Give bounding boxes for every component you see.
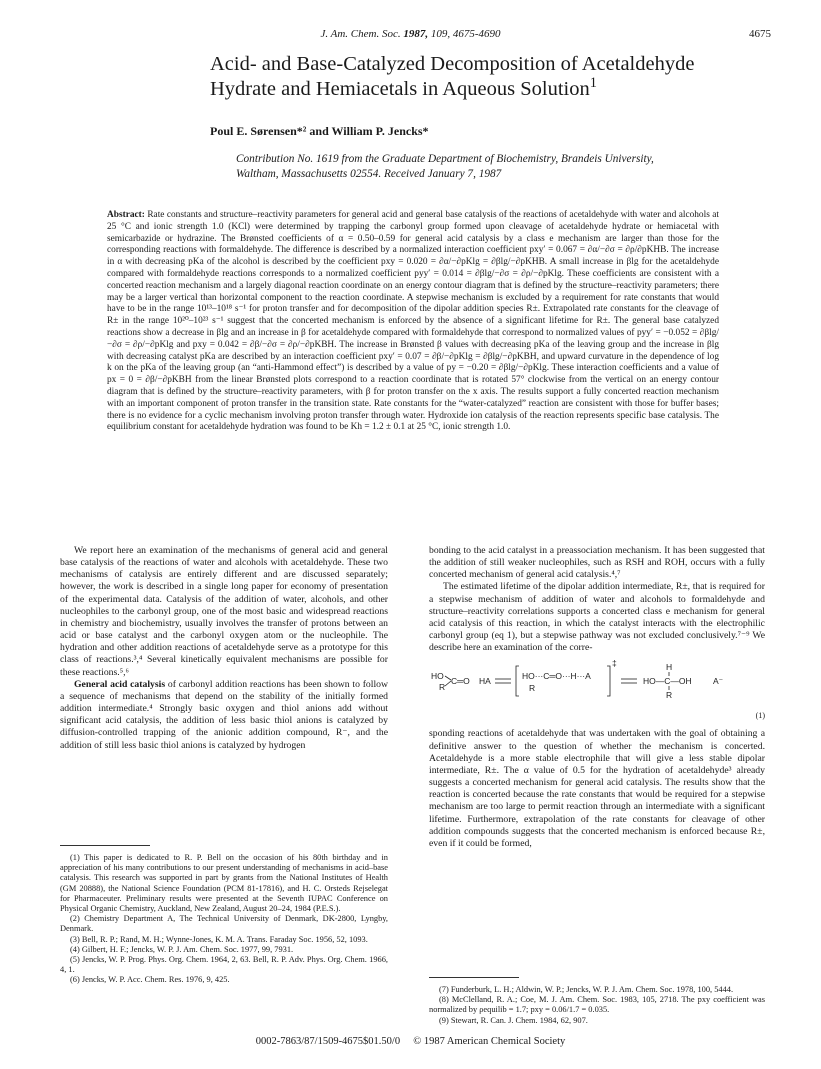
footnote: (9) Stewart, R. Can. J. Chem. 1984, 62, 907. <box>439 1015 588 1025</box>
copyright: © 1987 American Chemical Society <box>413 1036 566 1047</box>
footnote: (2) Chemistry Department A, The Technical University of Denmark, DK-2800, Lyngby, Denmark. <box>60 914 388 934</box>
title-line-2: Hydrate and Hemiacetals in Aqueous Solution <box>210 78 590 100</box>
body-paragraph: bonding to the acid catalyst in a preassociation mechanism. It has been suggested that the addition of still weaker nucleophiles, such as RSH and ROH, occurs with a fully concerted mechanism of general acid catalysis.⁴,⁷ <box>429 545 765 581</box>
scheme-acid: HA <box>479 676 491 687</box>
scheme-dagger: ‡ <box>612 658 617 669</box>
journal-year: 1987, <box>403 28 429 40</box>
body-paragraph: The estimated lifetime of the dipolar addition intermediate, R±, that is required for a stepwise mechanism of addition of water and alcohols to formaldehyde and structure–reactivity correlations supports a concerted class e mechanism for general acid catalysis of this reaction, in which the catalyst interacts with the electrophilic carbonyl group (eq 1), but a stepwise pathway was not excluded conclusively.⁷⁻⁹ We describe here an examination of the corre- <box>429 581 765 654</box>
footnote: (1) This paper is dedicated to R. P. Bell on the occasion of his 80th birthday and in appreciation of his many contributions to our present understanding of mechanisms in acid–base catalysis. This research was supported in part by grants from the National Institutes of Health (GM 20888), the National Science Foundation (PCM 81-17816), and H. C. Orsteds Rejselegat for Pharmaceuter. Preliminary results were presented at the Seventh IUPAC Conference on Physical Organic Chemistry, Auckland, New Zealand, August 20–24, 1984 (P.E.S.). <box>60 853 388 914</box>
body-column-left <box>60 545 388 752</box>
footnote: (6) Jencks, W. P. Acc. Chem. Res. 1976, 9, 425. <box>70 975 230 985</box>
scheme-r: R <box>439 682 446 693</box>
affiliation-line-1: Contribution No. 1619 from the Graduate Department of Biochemistry, Brandeis University, <box>236 153 654 165</box>
footnotes-right <box>429 985 765 1026</box>
article-title <box>210 52 770 102</box>
journal-volume-pages: 109, 4675-4690 <box>430 28 501 40</box>
footnote: (3) Bell, R. P.; Rand, M. H.; Wynne-Jones, K. M. A. Trans. Faraday Soc. 1956, 52, 1093. <box>70 934 368 944</box>
title-line-1: Acid- and Base-Catalyzed Decomposition of Acetaldehyde <box>210 53 695 75</box>
reaction-scheme <box>429 658 765 724</box>
scheme-product-r: R <box>666 690 673 701</box>
page-footer <box>0 1036 821 1047</box>
page-number: 4675 <box>749 28 771 40</box>
affiliation-line-2: Waltham, Massachusetts 02554. Received January 7, 1987 <box>236 168 502 180</box>
body-paragraph-text: of carbonyl addition reactions has been shown to follow a sequence of mechanisms that depend on the stability of the initially formed addition intermediate.⁴ Strongly basic oxygen and thiol anions add without significant acid catalysis, the addition of less basic thiol anions is catalyzed by diffusion-controlled trapping of the anionic addition compound, R⁻, and the addition of still less basic thiol anions is catalyzed by hydrogen <box>60 678 388 751</box>
abstract-label: Abstract: <box>107 210 145 220</box>
footnote: (5) Jencks, W. P. Prog. Phys. Org. Chem. 1964, 2, 63. Bell, R. P. Adv. Phys. Org. Chem. 1966, 4, 1. <box>60 955 388 975</box>
abstract <box>107 210 719 434</box>
scheme-ho: HO <box>431 671 444 682</box>
scheme-carbonyl: C═O <box>451 676 470 687</box>
scheme-ts-r: R <box>529 683 536 694</box>
journal-name: J. Am. Chem. Soc. <box>320 28 401 40</box>
scheme-product: HO—C—OH <box>643 676 692 687</box>
body-paragraph: sponding reactions of acetaldehyde that was undertaken with the goal of obtaining a definitive answer to the question of whether the mechanism is concerted. Acetaldehyde is a more stable electrophile that will give a less stable dipolar intermediate, R±. The α value of 0.5 for the hydration of acetaldehyde³ already suggests a concerted mechanism for general acid catalysis. The results show that the reaction is concerted because the rate constants that would be required for a stepwise mechanism are too large to permit reaction through an intermediate with a significant lifetime. Furthermore, extrapolation of the rate constants for cleavage of other addition compounds suggests that the concerted mechanism is enforced because R±, even if it could be formed, <box>429 728 765 849</box>
footnotes-left <box>60 853 388 986</box>
footnote: (8) McClelland, R. A.; Coe, M. J. Am. Chem. Soc. 1983, 105, 2718. The pxy coefficient was normalized by ρequilib = 1.7; pxy = 0.06/1.7 = 0.035. <box>429 995 765 1015</box>
reaction-scheme-drawing <box>429 658 765 724</box>
affiliation <box>236 152 781 182</box>
scheme-product-h: H <box>666 662 673 673</box>
scheme-transition-state: HO···C═O···H···A <box>522 671 591 682</box>
title-footnote-marker: 1 <box>589 75 597 92</box>
footnote-rule-right <box>429 977 519 978</box>
run-in-heading: General acid catalysis <box>74 678 166 690</box>
body-paragraph: We report here an examination of the mechanisms of general acid and general base catalysis of the reactions of water and alcohols with acetaldehyde. These two mechanisms of catalysis are entirely different and are discussed separately; however, the work is described in a single long paper for economy of presentation of the experimental data. Catalysis of the addition of water, alcohols, and other nucleophiles to the carbonyl group, one of the most basic and widespread reactions in chemistry and biochemistry, usually involves the transfer of protons between an acid or base catalyst and the carbonyl oxygen atom or the nucleophile. The hydration and other addition reactions of acetaldehyde serve as a prototype for this class of reactions.³,⁴ Several kinetically equivalent mechanisms are possible for these reactions.⁵,⁶ <box>60 545 388 678</box>
body-paragraph <box>60 679 388 752</box>
scheme-base: A⁻ <box>713 676 724 687</box>
footnote-rule-left <box>60 845 150 846</box>
author-list: Poul E. Sørensen*² and William P. Jencks* <box>210 124 429 138</box>
footnote: (7) Funderburk, L. H.; Aldwin, W. P.; Jencks, W. P. J. Am. Chem. Soc. 1978, 100, 5444. <box>439 985 734 994</box>
equation-number: (1) <box>755 711 765 721</box>
article-code: 0002-7863/87/1509-4675$01.50/0 <box>255 1036 401 1047</box>
footnote: (4) Gilbert, H. F.; Jencks, W. P. J. Am. Chem. Soc. 1977, 99, 7931. <box>70 944 294 954</box>
abstract-text: Rate constants and structure–reactivity parameters for general acid and general base catalysis of the reactions of acetaldehyde with water and alcohols at 25 °C and ionic strength 1.0 (KCl) were determined by trapping the carbonyl group formed upon cleavage of acetaldehyde hydrate or hemiacetal with semicarbazide or hydrazine. The Brønsted coefficients of α = 0.50–0.59 for general acid catalysis by a class e mechanism are larger than those for the corresponding reactions with formaldehyde. The difference is described by a normalized interaction coefficient pxy′ = 0.067 = ∂α/−∂σ = ∂ρ/∂pKHB. The increase in α with decreasing pKa of the alcohol is described by the coefficient pxy = 0.020 = ∂α/−∂pKlg = ∂βlg/−∂pKHB. A small increase in βlg for the acetaldehyde compared with formaldehyde reactions corresponds to a normalized coefficient pyy′ = 0.014 = ∂βlg/−∂σ = ∂ρ/−∂pKlg. These coefficients are consistent with a concerted reaction mechanism and a largely diagonal reaction coordinate on an energy contour diagram that is defined by the structure–reactivity parameters; there may be a larger vertical than horizontal component to the reaction coordinate. A stepwise mechanism is excluded by a requirement for rate constants that would have to be in the range 10¹³–10¹⁸ s⁻¹ for proton transfer and for decomposition of the dipolar addition species R±. Extrapolated rate constants for the cleavage of R± in the range 10²⁰–10²³ s⁻¹ suggest that the concerted mechanism is enforced by the absence of a significant lifetime for R±. The general base catalyzed reactions show a decrease in βlg and an increase in β for acetaldehyde compared with formaldehyde that correspond to normalized values of pyy′ = −0.052 = ∂βlg/−∂σ = ∂ρ/−∂pKlg and pxy = 0.042 = ∂β/−∂σ = ∂ρ/−∂pKBH. The increase in Brønsted β values with decreasing pKa of the leaving group and the increase in βlg with decreasing catalyst pKa are described by an interaction coefficient pxy′ = 0.07 = ∂β/−∂pKlg = ∂βlg/−∂pKBH, and upward curvature in the dependence of log k on the pKa of the leaving group (an “anti-Hammond effect”) is described by a value of py = −0.20 = ∂βlg/−∂pKlg. These interaction coefficients and a value of px = 0 = ∂β/−∂pKBH from the linear Brønsted plots correspond to a reaction coordinate that is rotated 57° clockwise from the vertical on an energy contour diagram that is defined by the structure–reactivity parameters, with β for proton transfer on the x axis. The results support a fully concerted reaction mechanism with an important component of proton transfer in the transition state. Rate constants for the “water-catalyzed” reaction are consistent with those for buffer bases; there is no evidence for a cyclic mechanism involving proton transfer through water. Hydroxide ion catalysis of the reaction represents specific base catalysis. The equilibrium constant for acetaldehyde hydration was found to be Kh = 1.2 ± 0.1 at 25 °C, ionic strength 1.0. <box>107 210 719 433</box>
running-head <box>0 28 821 40</box>
body-column-right <box>429 545 765 850</box>
